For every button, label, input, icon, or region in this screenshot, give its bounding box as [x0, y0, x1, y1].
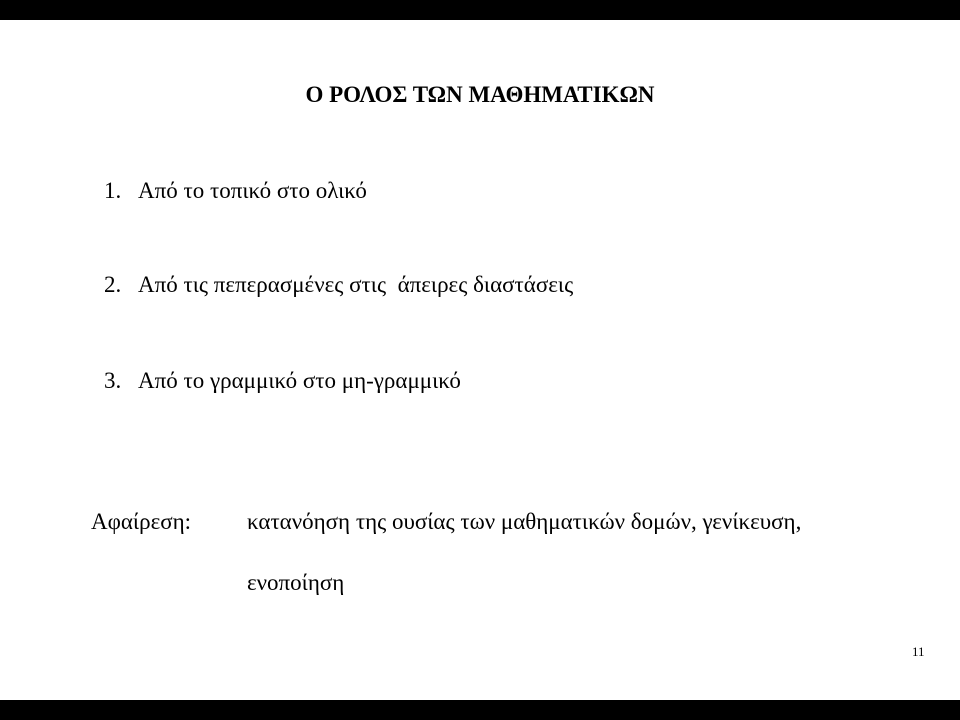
- abstraction-text-line-2: ενοποίηση: [247, 570, 345, 595]
- list-item-number: 1.: [104, 178, 122, 203]
- slide: [0, 20, 960, 700]
- list-item-text: Από το τοπικό στο ολικό: [138, 178, 367, 203]
- abstraction-label: Αφαίρεση:: [91, 509, 192, 534]
- list-item-1: [104, 176, 367, 206]
- list-item-number: 3.: [104, 368, 122, 393]
- slide-title: Ο ΡΟΛΟΣ ΤΩΝ ΜΑΘΗΜΑΤΙΚΩΝ: [305, 82, 655, 107]
- list-item-3: [104, 366, 461, 396]
- list-item-2: [104, 270, 573, 300]
- page-number: 11: [912, 644, 925, 659]
- list-item-number: 2.: [104, 272, 122, 297]
- abstraction-text-line-1: κατανόηση της ουσίας των μαθηματικών δομών, γενίκευση,: [247, 509, 802, 534]
- list-item-text: Από το γραμμικό στο μη-γραμμικό: [138, 368, 461, 393]
- list-item-text: Από τις πεπερασμένες στις άπειρες διαστάσεις: [138, 272, 574, 297]
